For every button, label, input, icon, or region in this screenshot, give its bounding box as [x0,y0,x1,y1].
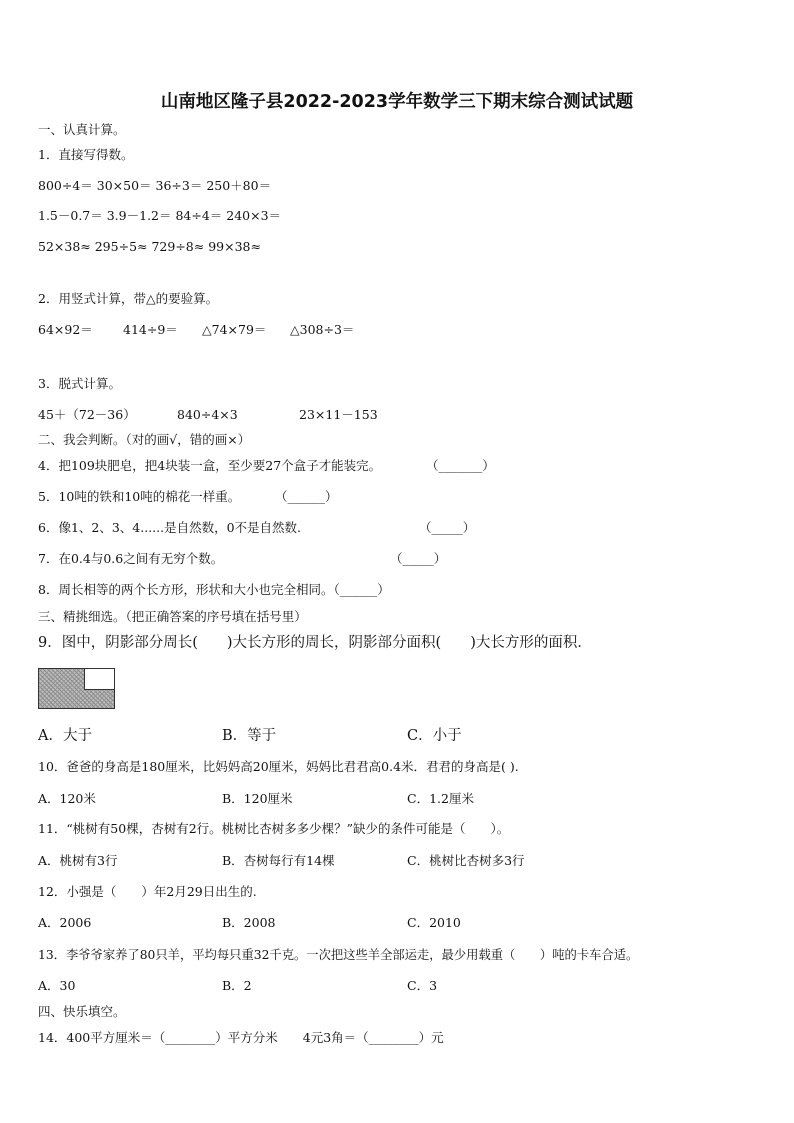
option-c[interactable]: C．1.2厘米 [407,791,474,806]
rectangle-figure [38,668,115,709]
question-10-text: 10．爸爸的身高是180厘米，比妈妈高20厘米，妈妈比君君高0.4米．君君的身高是( ). [38,759,519,774]
answer-blank[interactable]: （______） [275,489,338,504]
answer-blank[interactable]: （_____） [390,551,447,566]
question-6-text: 6．像1、2、3、4......是自然数，0不是自然数. [38,520,302,535]
question-4-text: 4．把109块肥皂，把4块装一盒，至少要27个盒子才能装完。 [38,458,382,473]
option-b[interactable]: B．杏树每行有14棵 [222,853,335,868]
question-2-item: △74×79＝ [202,322,267,337]
option-b[interactable]: B．2 [222,978,252,993]
question-1-row-2: 1.5－0.7＝ 3.9－1.2＝ 84÷4＝ 240×3＝ [38,208,282,223]
question-11-text: 11．“桃树有50棵，杏树有2行。桃树比杏树多多少棵？”缺少的条件可能是（ ）。 [38,821,510,836]
option-c[interactable]: C．桃树比杏树多3行 [407,853,525,868]
question-2-item: △308÷3＝ [290,322,355,337]
option-a[interactable]: A．大于 [38,728,92,744]
section-heading-4: 四、快乐填空。 [38,1004,126,1019]
question-3-item: 840÷4×3 [177,407,238,422]
question-3-item: 23×11－153 [299,407,378,422]
option-a[interactable]: A．2006 [38,915,92,930]
option-a[interactable]: A．30 [38,978,76,993]
section-heading-1: 一、认真计算。 [38,122,126,137]
question-2-item: 414÷9＝ [123,322,178,337]
page-title: 山南地区隆子县2022-2023学年数学三下期末综合测试试题 [160,92,634,112]
unshaded-corner [84,668,115,690]
option-a[interactable]: A．桃树有3行 [38,853,118,868]
question-12-text: 12．小强是（ ）年2月29日出生的. [38,884,257,899]
option-b[interactable]: B．等于 [222,728,277,744]
question-9-text: 9．图中，阴影部分周长( )大长方形的周长，阴影部分面积( )大长方形的面积． [38,635,592,651]
question-3-item: 45＋（72－36） [38,407,136,422]
option-b[interactable]: B．120厘米 [222,791,293,806]
option-c[interactable]: C．3 [407,978,438,993]
question-1-row-3: 52×38≈ 295÷5≈ 729÷8≈ 99×38≈ [38,239,261,254]
option-b[interactable]: B．2008 [222,915,276,930]
question-3-stem: 3．脱式计算。 [38,376,121,391]
question-7-text: 7．在0.4与0.6之间有无穷个数。 [38,551,224,566]
question-2-item: 64×92＝ [38,322,93,337]
answer-blank[interactable]: （_____） [419,520,476,535]
answer-blank[interactable]: （_______） [426,458,495,473]
option-c[interactable]: C．小于 [407,728,462,744]
question-14-text: 14．400平方厘米＝（________）平方分米 4元3角＝（________）元 [38,1030,444,1045]
question-1-stem: 1．直接写得数。 [38,147,134,162]
question-8-text: 8．周长相等的两个长方形，形状和大小也完全相同。（______） [38,582,390,597]
question-13-text: 13．李爷爷家养了80只羊，平均每只重32千克。一次把这些羊全部运走，最少用载重（ ）吨的卡车合适。 [38,948,639,962]
section-heading-2: 二、我会判断。（对的画√，错的画×） [38,432,251,447]
section-heading-3: 三、精挑细选。（把正确答案的序号填在括号里） [38,609,307,624]
question-1-row-1: 800÷4＝ 30×50＝ 36÷3＝ 250＋80＝ [38,178,272,193]
question-5-text: 5．10吨的铁和10吨的棉花一样重。 [38,489,241,504]
option-a[interactable]: A．120米 [38,791,96,806]
option-c[interactable]: C．2010 [407,915,461,930]
question-2-stem: 2．用竖式计算，带△的要验算。 [38,291,219,306]
